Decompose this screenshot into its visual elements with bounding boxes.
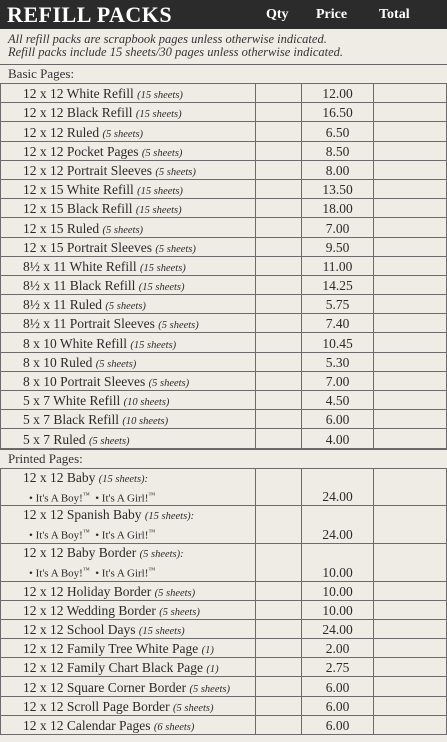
sheet-count: (15 sheets) bbox=[138, 626, 185, 638]
total-cell[interactable] bbox=[374, 122, 447, 141]
table-row bbox=[1, 468, 447, 506]
table-row bbox=[1, 352, 447, 371]
table-row bbox=[1, 218, 447, 237]
total-cell[interactable] bbox=[374, 333, 447, 352]
variant-list bbox=[23, 525, 255, 543]
trademark-mark: ™ bbox=[82, 490, 90, 499]
sheet-count: (10 sheets) bbox=[122, 416, 169, 428]
item-cell bbox=[1, 295, 256, 314]
price-cell: 5.30 bbox=[302, 352, 374, 371]
qty-cell[interactable] bbox=[256, 391, 302, 410]
qty-cell[interactable] bbox=[256, 543, 302, 581]
item-name: 8½ x 11 Black Refill bbox=[23, 278, 136, 294]
table-row bbox=[1, 141, 447, 160]
variant-list bbox=[23, 563, 255, 581]
item-name: 12 x 12 Square Corner Border bbox=[23, 679, 187, 695]
item-name: 8 x 10 Ruled bbox=[23, 354, 93, 370]
item-cell bbox=[1, 619, 256, 638]
table-row bbox=[1, 543, 447, 581]
table-row bbox=[1, 237, 447, 256]
qty-cell[interactable] bbox=[256, 103, 302, 122]
table-row bbox=[1, 600, 447, 619]
table-row bbox=[1, 639, 447, 658]
item-name: 12 x 12 School Days bbox=[23, 622, 136, 638]
total-cell[interactable] bbox=[374, 639, 447, 658]
total-cell[interactable] bbox=[374, 600, 447, 619]
price-cell: 8.50 bbox=[302, 141, 374, 160]
qty-cell[interactable] bbox=[256, 141, 302, 160]
item-cell bbox=[1, 333, 256, 352]
total-cell[interactable] bbox=[374, 199, 447, 218]
item-name: 8½ x 11 White Refill bbox=[23, 258, 137, 274]
total-cell[interactable] bbox=[374, 429, 447, 448]
qty-cell[interactable] bbox=[256, 581, 302, 600]
table-row bbox=[1, 715, 447, 734]
item-name: 12 x 12 Baby bbox=[23, 469, 96, 485]
item-cell bbox=[1, 410, 256, 429]
qty-cell[interactable] bbox=[256, 84, 302, 103]
qty-cell[interactable] bbox=[256, 410, 302, 429]
item-name: 5 x 7 Black Refill bbox=[23, 412, 119, 428]
total-cell[interactable] bbox=[374, 371, 447, 390]
total-cell[interactable] bbox=[374, 581, 447, 600]
qty-cell[interactable] bbox=[256, 199, 302, 218]
price-cell: 18.00 bbox=[302, 199, 374, 218]
qty-cell[interactable] bbox=[256, 600, 302, 619]
price-column-header: Price bbox=[316, 7, 348, 22]
item-cell bbox=[1, 179, 256, 198]
trademark-mark: ™ bbox=[148, 565, 156, 574]
total-cell[interactable] bbox=[374, 352, 447, 371]
price-cell: 24.00 bbox=[302, 506, 374, 544]
item-cell bbox=[1, 352, 256, 371]
total-cell[interactable] bbox=[374, 543, 447, 581]
total-cell[interactable] bbox=[374, 84, 447, 103]
qty-cell[interactable] bbox=[256, 639, 302, 658]
total-column-header: Total bbox=[379, 7, 410, 22]
price-cell: 16.50 bbox=[302, 103, 374, 122]
price-cell: 6.00 bbox=[302, 410, 374, 429]
sheet-count: (10 sheets) bbox=[123, 397, 170, 409]
sheet-count: (15 sheets) bbox=[135, 205, 182, 217]
item-cell bbox=[1, 581, 256, 600]
total-cell[interactable] bbox=[374, 696, 447, 715]
sheet-count: (15 sheets) bbox=[137, 90, 183, 102]
table-row bbox=[1, 103, 447, 122]
total-cell[interactable] bbox=[374, 237, 447, 256]
qty-cell[interactable] bbox=[256, 179, 302, 198]
item-name: 12 x 12 Family Tree White Page bbox=[23, 641, 199, 657]
total-cell[interactable] bbox=[374, 506, 447, 544]
basic-pages-heading: Basic Pages: bbox=[0, 64, 447, 83]
item-cell bbox=[1, 103, 256, 122]
item-cell bbox=[1, 199, 256, 218]
item-name: 12 x 12 Holiday Border bbox=[23, 583, 152, 599]
sheet-count: (5 sheets) bbox=[105, 301, 146, 313]
sheet-count: (1) bbox=[206, 664, 219, 676]
item-cell bbox=[1, 314, 256, 333]
table-row bbox=[1, 658, 447, 677]
price-cell: 4.50 bbox=[302, 391, 374, 410]
variant-girl: • It's A Girl! bbox=[95, 567, 149, 580]
item-cell bbox=[1, 391, 256, 410]
item-cell bbox=[1, 715, 256, 734]
qty-cell[interactable] bbox=[256, 715, 302, 734]
total-cell[interactable] bbox=[374, 715, 447, 734]
qty-cell[interactable] bbox=[256, 619, 302, 638]
item-name: 12 x 12 White Refill bbox=[23, 86, 134, 102]
table-row bbox=[1, 429, 447, 448]
table-row bbox=[1, 84, 447, 103]
item-name: 8 x 10 White Refill bbox=[23, 335, 127, 351]
item-name: 12 x 12 Family Chart Black Page bbox=[23, 660, 203, 676]
item-cell bbox=[1, 237, 256, 256]
total-cell[interactable] bbox=[374, 619, 447, 638]
sheet-count: (6 sheets) bbox=[153, 722, 195, 734]
qty-cell[interactable] bbox=[256, 314, 302, 333]
qty-cell[interactable] bbox=[256, 122, 302, 141]
total-cell[interactable] bbox=[374, 256, 447, 275]
sheet-count: (15 sheets) bbox=[130, 339, 177, 351]
price-cell: 10.00 bbox=[302, 581, 374, 600]
item-name: 12 x 15 Black Refill bbox=[23, 201, 133, 217]
price-cell: 24.00 bbox=[302, 619, 374, 638]
price-cell: 5.75 bbox=[302, 295, 374, 314]
price-cell: 24.00 bbox=[302, 468, 374, 506]
table-row bbox=[1, 506, 447, 544]
table-row bbox=[1, 677, 447, 696]
item-name: 12 x 15 White Refill bbox=[23, 182, 134, 198]
sheet-count: (5 sheets) bbox=[172, 702, 214, 714]
item-name: 12 x 15 Portrait Sleeves bbox=[23, 239, 152, 255]
item-cell bbox=[1, 506, 256, 544]
item-name: 12 x 12 Wedding Border bbox=[23, 602, 156, 618]
item-cell bbox=[1, 218, 256, 237]
qty-cell[interactable] bbox=[256, 352, 302, 371]
total-cell[interactable] bbox=[374, 179, 447, 198]
qty-cell[interactable] bbox=[256, 295, 302, 314]
total-cell[interactable] bbox=[374, 314, 447, 333]
trademark-mark: ™ bbox=[82, 528, 90, 537]
item-name: 12 x 12 Ruled bbox=[23, 124, 100, 140]
item-cell bbox=[1, 160, 256, 179]
page-title: REFILL PACKS bbox=[7, 2, 173, 27]
total-cell[interactable] bbox=[374, 468, 447, 506]
total-cell[interactable] bbox=[374, 218, 447, 237]
sheet-count: (5 sheets) bbox=[141, 147, 183, 159]
price-cell: 6.00 bbox=[302, 715, 374, 734]
note-line: All refill packs are scrapbook pages unless otherwise indicated. bbox=[8, 32, 327, 46]
qty-column-header: Qty bbox=[266, 7, 289, 22]
sheet-count: (5 sheets) bbox=[95, 358, 137, 370]
table-row bbox=[1, 199, 447, 218]
variant-boy: • It's A Boy! bbox=[29, 567, 83, 580]
item-name: 5 x 7 White Refill bbox=[23, 393, 121, 409]
item-name: 12 x 12 Spanish Baby bbox=[23, 507, 142, 523]
sheet-count: (15 sheets): bbox=[98, 473, 149, 485]
qty-cell[interactable] bbox=[256, 160, 302, 179]
item-cell bbox=[1, 600, 256, 619]
qty-cell[interactable] bbox=[256, 429, 302, 448]
sheet-count: (5 sheets) bbox=[159, 606, 200, 618]
qty-cell[interactable] bbox=[256, 275, 302, 294]
sheet-count: (5 sheets) bbox=[189, 683, 230, 695]
sheet-count: (5 sheets) bbox=[155, 166, 196, 178]
total-cell[interactable] bbox=[374, 391, 447, 410]
trademark-mark: ™ bbox=[148, 490, 156, 499]
item-cell bbox=[1, 429, 256, 448]
item-name: 12 x 12 Pocket Pages bbox=[23, 143, 139, 159]
price-cell: 7.00 bbox=[302, 218, 374, 237]
note-line: Refill packs include 15 sheets/30 pages unless otherwise indicated. bbox=[8, 45, 344, 59]
item-name: 8 x 10 Portrait Sleeves bbox=[23, 374, 146, 389]
item-cell bbox=[1, 468, 256, 506]
sheet-count: (5 sheets) bbox=[154, 587, 196, 599]
table-row bbox=[1, 391, 447, 410]
total-cell[interactable] bbox=[374, 677, 447, 696]
table-row bbox=[1, 256, 447, 275]
header-bar bbox=[0, 0, 447, 29]
item-cell bbox=[1, 84, 256, 103]
qty-cell[interactable] bbox=[256, 371, 302, 390]
table-row bbox=[1, 696, 447, 715]
item-name: 8½ x 11 Portrait Sleeves bbox=[23, 316, 155, 332]
item-name: 12 x 12 Scroll Page Border bbox=[23, 698, 170, 714]
item-cell bbox=[1, 639, 256, 658]
price-cell: 6.00 bbox=[302, 696, 374, 715]
table-row bbox=[1, 314, 447, 333]
variant-girl: • It's A Girl! bbox=[95, 492, 149, 505]
price-cell: 7.40 bbox=[302, 314, 374, 333]
total-cell[interactable] bbox=[374, 658, 447, 677]
qty-cell[interactable] bbox=[256, 256, 302, 275]
table-row bbox=[1, 295, 447, 314]
price-cell: 11.00 bbox=[302, 256, 374, 275]
sheet-count: (5 sheets) bbox=[102, 128, 144, 140]
sheet-count: (15 sheets): bbox=[144, 511, 195, 523]
item-name: 8½ x 11 Ruled bbox=[23, 297, 102, 313]
sheet-count: (15 sheets) bbox=[135, 109, 182, 121]
table-row bbox=[1, 179, 447, 198]
item-cell bbox=[1, 122, 256, 141]
trademark-mark: ™ bbox=[82, 565, 90, 574]
price-cell: 6.00 bbox=[302, 677, 374, 696]
price-cell: 8.00 bbox=[302, 160, 374, 179]
table-row bbox=[1, 122, 447, 141]
item-name: 12 x 12 Black Refill bbox=[23, 105, 133, 121]
variant-boy: • It's A Boy! bbox=[29, 492, 83, 505]
item-name: 12 x 12 Calendar Pages bbox=[23, 718, 151, 734]
sheet-count: (1) bbox=[201, 645, 214, 657]
table-row bbox=[1, 619, 447, 638]
total-cell[interactable] bbox=[374, 275, 447, 294]
sheet-count: (5 sheets) bbox=[155, 243, 196, 255]
item-cell bbox=[1, 543, 256, 581]
price-cell: 7.00 bbox=[302, 371, 374, 390]
refill-notes bbox=[0, 29, 447, 64]
table-row bbox=[1, 581, 447, 600]
sheet-count: (15 sheets) bbox=[140, 262, 186, 274]
item-cell bbox=[1, 256, 256, 275]
price-cell: 6.50 bbox=[302, 122, 374, 141]
table-row bbox=[1, 333, 447, 352]
price-cell: 13.50 bbox=[302, 179, 374, 198]
sheet-count: (5 sheets) bbox=[158, 320, 199, 332]
printed-pages-table bbox=[0, 468, 447, 735]
price-cell: 14.25 bbox=[302, 275, 374, 294]
sheet-count: (15 sheets) bbox=[138, 282, 185, 294]
qty-cell[interactable] bbox=[256, 237, 302, 256]
qty-cell[interactable] bbox=[256, 333, 302, 352]
total-cell[interactable] bbox=[374, 410, 447, 429]
qty-cell[interactable] bbox=[256, 696, 302, 715]
variant-girl: • It's A Girl! bbox=[95, 529, 149, 542]
item-cell bbox=[1, 275, 256, 294]
price-cell: 2.75 bbox=[302, 658, 374, 677]
price-cell: 10.00 bbox=[302, 543, 374, 581]
table-row bbox=[1, 410, 447, 429]
qty-cell[interactable] bbox=[256, 218, 302, 237]
sheet-count: (5 sheets) bbox=[89, 435, 130, 447]
total-cell[interactable] bbox=[374, 103, 447, 122]
item-cell bbox=[1, 677, 256, 696]
item-cell bbox=[1, 658, 256, 677]
item-cell bbox=[1, 696, 256, 715]
table-row bbox=[1, 371, 447, 390]
printed-pages-heading: Printed Pages: bbox=[0, 449, 447, 468]
variant-list bbox=[23, 488, 255, 506]
total-cell[interactable] bbox=[374, 295, 447, 314]
item-name: 5 x 7 Ruled bbox=[23, 431, 86, 447]
price-cell: 10.45 bbox=[302, 333, 374, 352]
qty-cell[interactable] bbox=[256, 658, 302, 677]
qty-cell[interactable] bbox=[256, 468, 302, 506]
sheet-count: (5 sheets) bbox=[148, 378, 190, 389]
item-name: 12 x 12 Baby Border bbox=[23, 544, 137, 560]
sheet-count: (5 sheets) bbox=[102, 224, 144, 236]
item-name: 12 x 12 Portrait Sleeves bbox=[23, 162, 152, 178]
variant-boy: • It's A Boy! bbox=[29, 529, 83, 542]
table-row bbox=[1, 160, 447, 179]
total-cell[interactable] bbox=[374, 141, 447, 160]
price-cell: 4.00 bbox=[302, 429, 374, 448]
qty-cell[interactable] bbox=[256, 677, 302, 696]
price-cell: 10.00 bbox=[302, 600, 374, 619]
item-cell bbox=[1, 371, 256, 390]
basic-pages-table bbox=[0, 83, 447, 449]
total-cell[interactable] bbox=[374, 160, 447, 179]
price-cell: 2.00 bbox=[302, 639, 374, 658]
item-name: 12 x 15 Ruled bbox=[23, 220, 100, 236]
item-cell bbox=[1, 141, 256, 160]
qty-cell[interactable] bbox=[256, 506, 302, 544]
table-row bbox=[1, 275, 447, 294]
price-cell: 12.00 bbox=[302, 84, 374, 103]
sheet-count: (15 sheets) bbox=[137, 186, 183, 198]
price-cell: 9.50 bbox=[302, 237, 374, 256]
trademark-mark: ™ bbox=[148, 528, 156, 537]
sheet-count: (5 sheets): bbox=[139, 548, 184, 560]
